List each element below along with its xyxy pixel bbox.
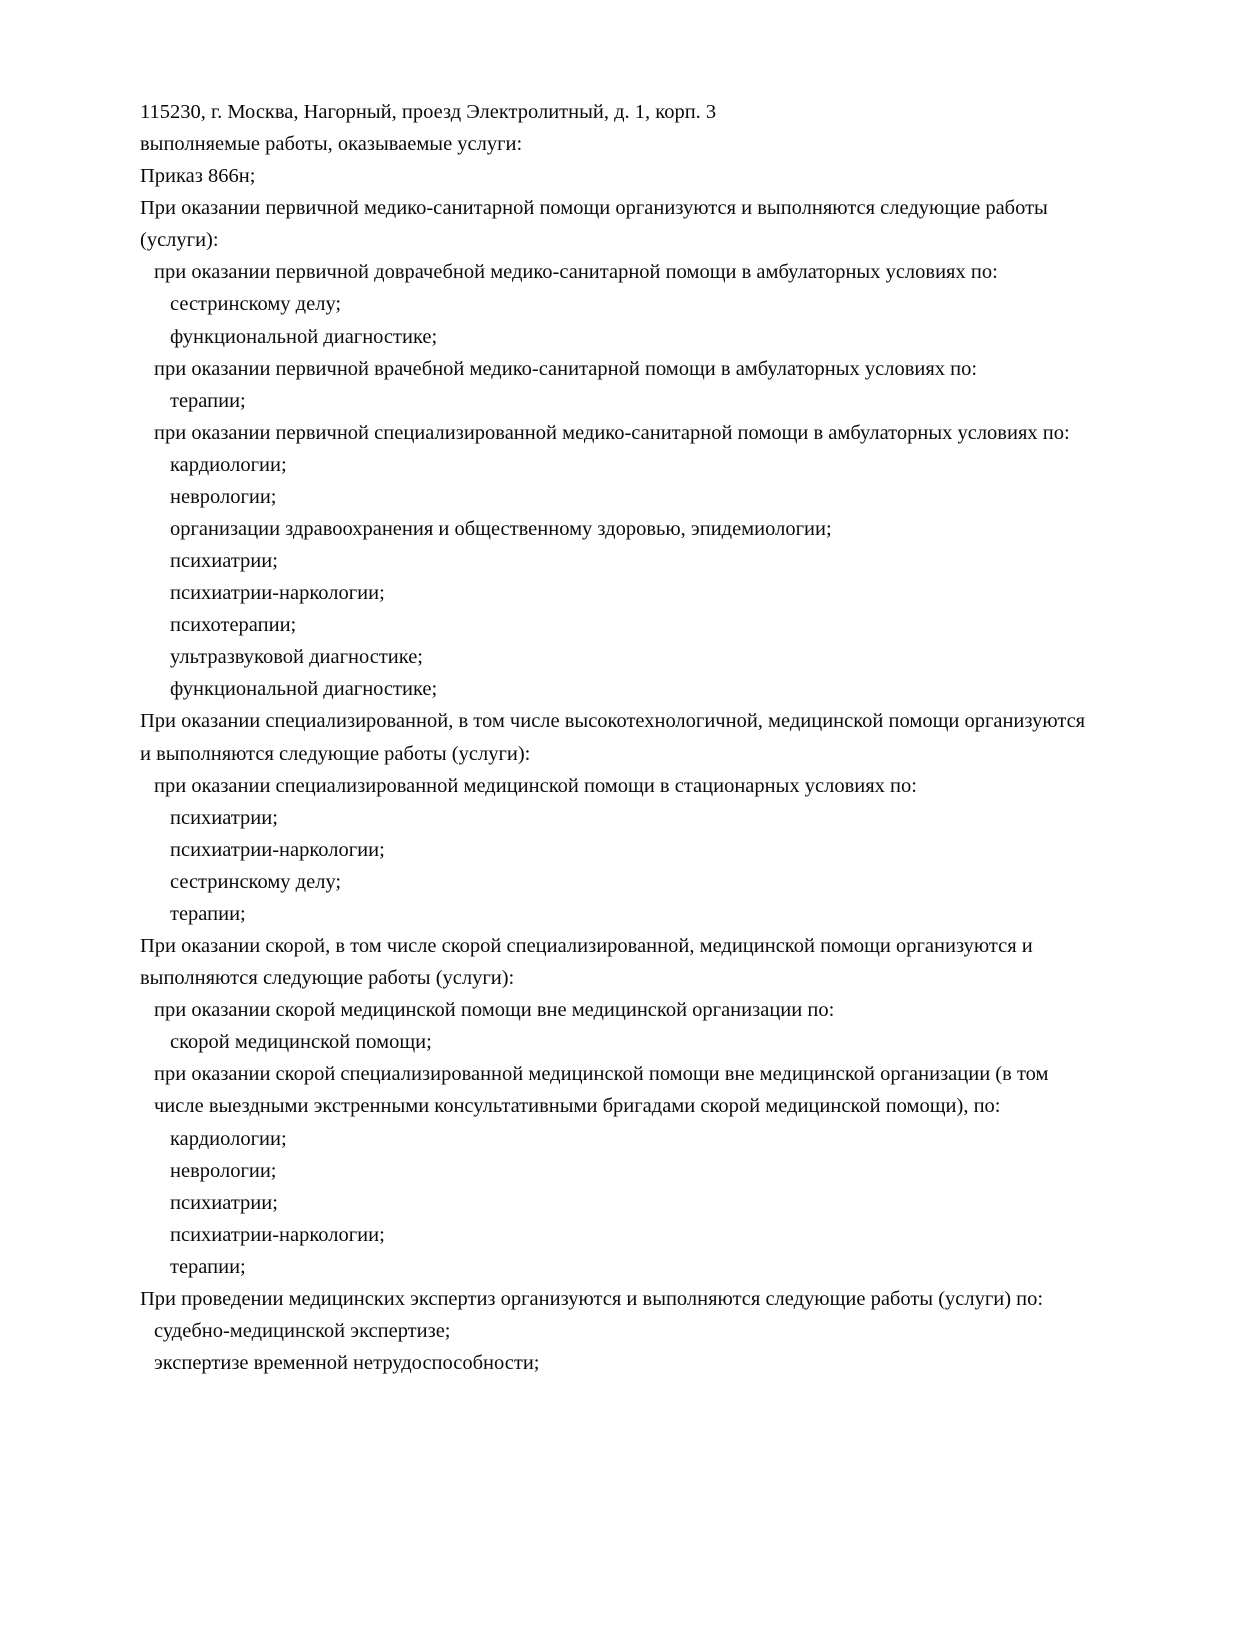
document-line: функциональной диагностике; bbox=[170, 325, 438, 348]
document-line: при оказании первичной доврачебной медико-санитарной помощи в амбулаторных условиях по: bbox=[154, 261, 998, 284]
document-line: сестринскому делу; bbox=[170, 293, 342, 316]
document-line: скорой медицинской помощи; bbox=[170, 1031, 432, 1054]
document-line: психиатрии-наркологии; bbox=[170, 1223, 385, 1246]
document-line: неврологии; bbox=[170, 485, 277, 508]
document-line: при оказании первичной специализированной медико-санитарной помощи в амбулаторных условиях по: bbox=[154, 421, 1070, 444]
document-line: судебно-медицинской экспертизе; bbox=[154, 1319, 451, 1342]
document-line: неврологии; bbox=[170, 1159, 277, 1182]
document-line: выполняемые работы, оказываемые услуги: bbox=[140, 133, 523, 156]
document-line: При проведении медицинских экспертиз организуются и выполняются следующие работы (услуги) по: bbox=[140, 1287, 1044, 1310]
document-line: функциональной диагностике; bbox=[170, 678, 438, 701]
document-line: организации здравоохранения и общественному здоровью, эпидемиологии; bbox=[170, 518, 832, 541]
document-line: психиатрии; bbox=[170, 806, 278, 829]
document-line: терапии; bbox=[170, 902, 246, 925]
document-line: экспертизе временной нетрудоспособности; bbox=[154, 1352, 540, 1375]
document-line: сестринскому делу; bbox=[170, 870, 342, 893]
document-line: 115230, г. Москва, Нагорный, проезд Электролитный, д. 1, корп. 3 bbox=[140, 101, 717, 123]
document-line: кардиологии; bbox=[170, 1127, 287, 1150]
document-line: При оказании первичной медико-санитарной помощи организуются и выполняются следующие работы (услуги): bbox=[140, 197, 1053, 252]
document-line: при оказании первичной врачебной медико-санитарной помощи в амбулаторных условиях по: bbox=[154, 357, 978, 380]
document-line: терапии; bbox=[170, 389, 246, 412]
document-body bbox=[140, 96, 1100, 1379]
document-line: При оказании специализированной, в том числе высокотехнологичной, медицинской помощи организуются и выполняются следующие работы (услуги): bbox=[140, 710, 1091, 765]
document-line: психиатрии-наркологии; bbox=[170, 582, 385, 605]
document-line: психиатрии; bbox=[170, 550, 278, 573]
document-line: ультразвуковой диагностике; bbox=[170, 646, 423, 669]
document-line: психиатрии; bbox=[170, 1191, 278, 1214]
document-line: психотерапии; bbox=[170, 614, 297, 637]
document-line: психиатрии-наркологии; bbox=[170, 838, 385, 861]
document-line: Приказ 866н; bbox=[140, 165, 256, 188]
document-line: при оказании скорой медицинской помощи вне медицинской организации по: bbox=[154, 999, 835, 1022]
document-line: терапии; bbox=[170, 1255, 246, 1278]
document-line: кардиологии; bbox=[170, 453, 287, 476]
document-line: при оказании специализированной медицинской помощи в стационарных условиях по: bbox=[154, 774, 917, 797]
document-line: при оказании скорой специализированной медицинской помощи вне медицинской организации (в том числе выездными экстренными консультативными бригадами скорой медицинской помощи), по: bbox=[154, 1063, 1054, 1118]
document-line: При оказании скорой, в том числе скорой специализированной, медицинской помощи организуются и выполняются следующие работы (услуги): bbox=[140, 935, 1038, 990]
